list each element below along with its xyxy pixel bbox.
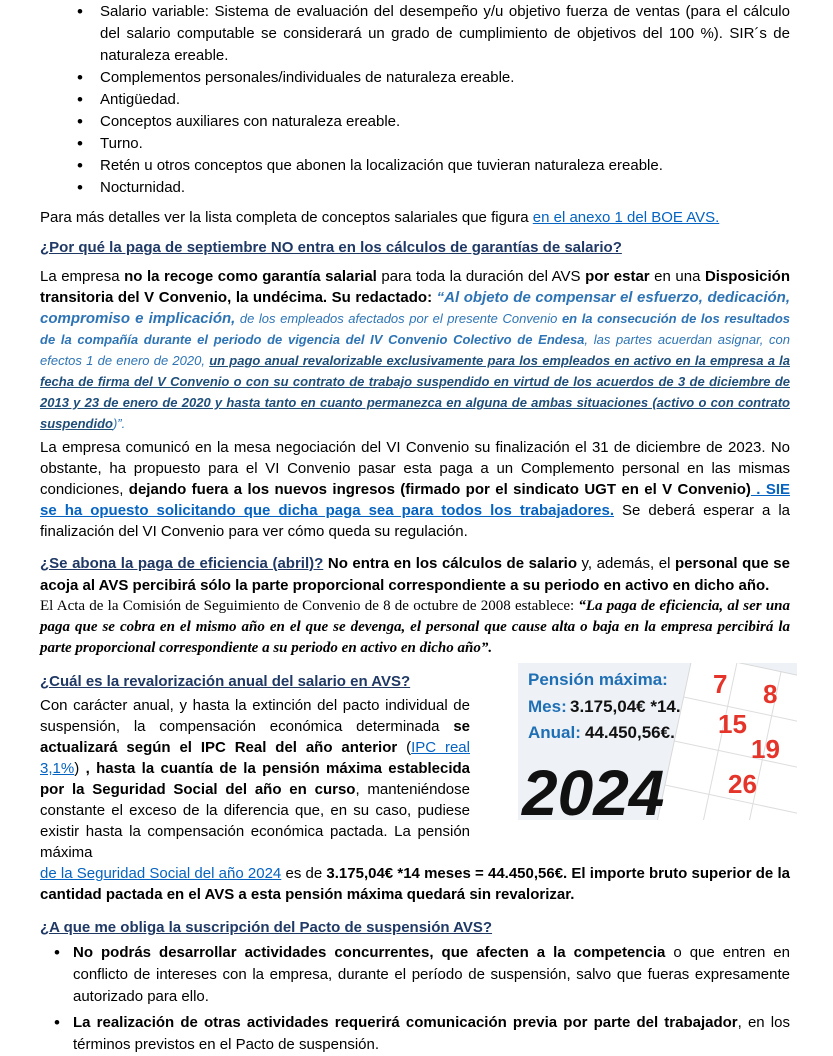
- calendar-number: 8: [763, 679, 778, 709]
- list-item: [40, 1012, 790, 1056]
- text-run: personal que se acoja al AVS percibirá sólo la parte proporcional correspondiente a su periodo en activo en dicho año.: [40, 555, 790, 594]
- list-item: [40, 942, 790, 1008]
- details-paragraph: [40, 207, 790, 228]
- text-run: La realización de otras actividades requerirá comunicación previa por parte del trabajador: [73, 1014, 738, 1031]
- section-heading-revalorizacion: ¿Cuál es la revalorización anual del salario en AVS?: [40, 673, 411, 690]
- pacto-obligations-list: [40, 942, 790, 1056]
- text-run: y, además, el: [576, 555, 675, 572]
- text-run: o que entren en conflicto de intereses con la empresa, durante el período de suspensión, salvo que fueras expresamente autorizado para ello.: [73, 944, 790, 1005]
- mes-label: Mes:: [528, 697, 567, 716]
- calendar-number: 26: [728, 769, 757, 799]
- section-heading-eficiencia: ¿Se abona la paga de eficiencia (abril)?: [40, 555, 324, 572]
- boe-annex-link[interactable]: en el anexo 1 del BOE AVS.: [532, 209, 720, 226]
- sie-opposition-link[interactable]: . SIE se ha opuesto solicitando que dicha paga sea para todos los trabajadores.: [40, 481, 790, 519]
- document-page: [40, 0, 790, 1056]
- quote-run: de los empleados afectados por el presente Convenio: [235, 311, 562, 326]
- text-run: no la recoge como garantía salarial: [124, 268, 377, 285]
- list-item: • Complementos personales/individuales de naturaleza ereable.: [40, 67, 790, 89]
- ipc-link[interactable]: IPC real 3,1%: [40, 739, 470, 777]
- list-item: • Retén u otros conceptos que abonen la localización que tuvieran naturaleza ereable.: [40, 155, 790, 177]
- text-run: No entra en los cálculos de salario: [323, 555, 577, 572]
- text-run: se actualizará según el IPC Real del año anterior: [40, 718, 470, 756]
- section-heading-septiembre: ¿Por qué la paga de septiembre NO entra en los cálculos de garantías de salario?: [40, 239, 622, 256]
- calendar-illustration: [518, 663, 797, 820]
- text-run: por estar: [585, 268, 650, 285]
- text-run: La empresa: [40, 268, 125, 285]
- text-run: 3.175,04€ *14 meses = 44.450,56€. El importe bruto superior de la cantidad pactada en el AVS a esta pensión máxima quedará sin revalorizar.: [40, 865, 790, 903]
- list-item: • Turno.: [40, 133, 790, 155]
- anual-label: Anual:: [528, 723, 581, 742]
- revalorizacion-paragraph-cont: [40, 863, 790, 905]
- text-run: ): [74, 760, 86, 777]
- seguridad-social-link[interactable]: de la Seguridad Social del año 2024: [40, 865, 282, 882]
- details-text: Para más detalles ver la lista completa de conceptos salariales que figura: [40, 209, 533, 226]
- pension-title: Pensión máxima:: [528, 670, 668, 689]
- text-run: El Acta de la Comisión de Seguimiento de Convenio de 8 de octubre de 2008 establece:: [40, 598, 579, 614]
- text-run: , en los términos previstos en el Pacto de suspensión.: [73, 1014, 790, 1053]
- septiembre-paragraph-2: [40, 437, 790, 542]
- year-2024: 2024: [522, 757, 665, 820]
- calendar-number: 7: [713, 669, 728, 699]
- list-item: • Salario variable: Sistema de evaluación del desempeño y/u objetivo fuerza de ventas (para el cálculo del salario computable se considerará un grado de cumplimiento de objetivos del 100 %). SIR´s de naturaleza ereable.: [40, 1, 790, 67]
- quote-run: “Al objeto de compensar el esfuerzo, dedicación, compromiso e implicación,: [40, 289, 790, 327]
- quote-run: )”.: [112, 416, 126, 431]
- text-run: Con carácter anual, y hasta la extinción del pacto individual de suspensión, la compensación económica determinada: [40, 697, 470, 735]
- quote-run: , las partes acuerdan asignar, con efectos 1 de enero de 2020,: [40, 332, 790, 368]
- mes-value: 3.175,04€ *14.: [570, 697, 681, 716]
- text-run: es de: [281, 865, 327, 882]
- text-run: para toda la duración del AVS: [376, 268, 586, 285]
- quote-run: un pago anual revalorizable exclusivamente para los empleados en activo en la empresa a la fecha de firma del V Convenio o con su contrato de trabajo suspendido en virtud de los acuerdos de 3 de diciembre de 2013 y 23 de enero de 2020 y hasta tanto en cuanto permanezca en alguna de ambas situaciones (activo o con contrato suspendido: [40, 353, 790, 431]
- text-run: Se deberá esperar a la finalización del VI Convenio para ver cómo queda su regulación.: [40, 502, 790, 540]
- revalorizacion-paragraph: [40, 695, 470, 863]
- quote-run: en la consecución de los resultados de la compañía durante el periodo de vigencia del IV Convenio Colectivo de Endesa: [40, 311, 790, 347]
- list-item: • Antigüedad.: [40, 89, 790, 111]
- salary-concepts-list: [40, 1, 790, 199]
- list-item: • Conceptos auxiliares con naturaleza ereable.: [40, 111, 790, 133]
- pension-2024-image: [518, 663, 797, 820]
- calendar-number: 19: [751, 734, 780, 764]
- text-run: en una: [649, 268, 705, 285]
- eficiencia-acta-paragraph: [40, 596, 790, 659]
- text-run: (: [397, 739, 412, 756]
- septiembre-paragraph-1: [40, 266, 790, 434]
- calendar-number: 15: [718, 709, 747, 739]
- eficiencia-paragraph: [40, 553, 790, 596]
- section-heading-pacto: ¿A que me obliga la suscripción del Pacto de suspensión AVS?: [40, 919, 493, 936]
- text-run: , manteniéndose constante el exceso de la diferencia que, en su caso, pudiese existir hasta la compensación económica pactada. La pensión máxima: [40, 781, 470, 861]
- anual-value: 44.450,56€.: [585, 723, 675, 742]
- text-run: No podrás desarrollar actividades concurrentes, que afecten a la competencia: [73, 944, 666, 961]
- list-item: • Nocturnidad.: [40, 177, 790, 199]
- acta-quote: “La paga de eficiencia, al ser una paga que se cobra en el mismo año en el que se devenga, el personal que cause alta o baja en la empresa percibirá la parte proporcional correspondiente a su periodo en activo en dicho año”.: [40, 598, 790, 656]
- text-run: Disposición transitoria del V Convenio, la undécima. Su redactado:: [40, 268, 790, 306]
- text-run: La empresa comunicó en la mesa negociación del VI Convenio su finalización el 31 de diciembre de 2023. No obstante, ha propuesto para el VI Convenio pasar esta paga a un Complemento personal en las mismas condiciones,: [40, 439, 790, 498]
- text-run: dejando fuera a los nuevos ingresos (firmado por el sindicato UGT en el V Convenio): [128, 481, 751, 498]
- text-run: , hasta la cuantía de la pensión máxima establecida por la Seguridad Social del año en curso: [40, 760, 471, 798]
